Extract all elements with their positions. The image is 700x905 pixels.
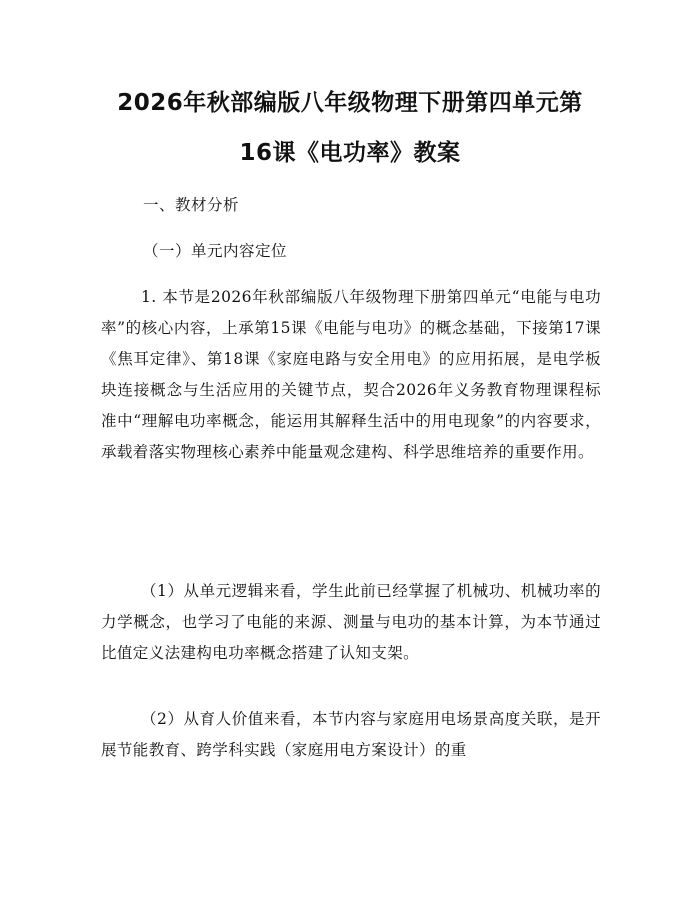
paragraph-3: （2）从育人价值来看，本节内容与家庭用电场景高度关联，是开展节能教育、跨学科实践（家庭用电方案设计）的重 xyxy=(101,710,601,759)
paragraph-1: 1. 本节是2026年秋部编版八年级物理下册第四单元“电能与电功率”的核心内容，上承第15课《电能与电功》的概念基础，下接第17课《焦耳定律》、第18课《家庭电路与安全用电》的应用拓展，是电学板块连接概念与生活应用的关键节点，契合2026年义务教育物理课程标准中“理解电功率概念，能运用其解释生活中的用电现象”的内容要求，承载着落实物理核心素养中能量观念建构、科学思维培养的重要作用。 xyxy=(101,288,601,461)
document-title-line-1: 2026年秋部编版八年级物理下册第四单元第 xyxy=(117,90,583,116)
paragraph-2: （1）从单元逻辑来看，学生此前已经掌握了机械功、机械功率的力学概念，也学习了电能的来源、测量与电功的基本计算，为本节通过比值定义法建构电功率概念搭建了认知支架。 xyxy=(101,582,601,662)
section-heading: 一、教材分析 xyxy=(143,196,240,214)
subsection-heading: （一）单元内容定位 xyxy=(143,242,288,260)
document-title-line-2: 16课《电功率》教案 xyxy=(239,140,461,166)
